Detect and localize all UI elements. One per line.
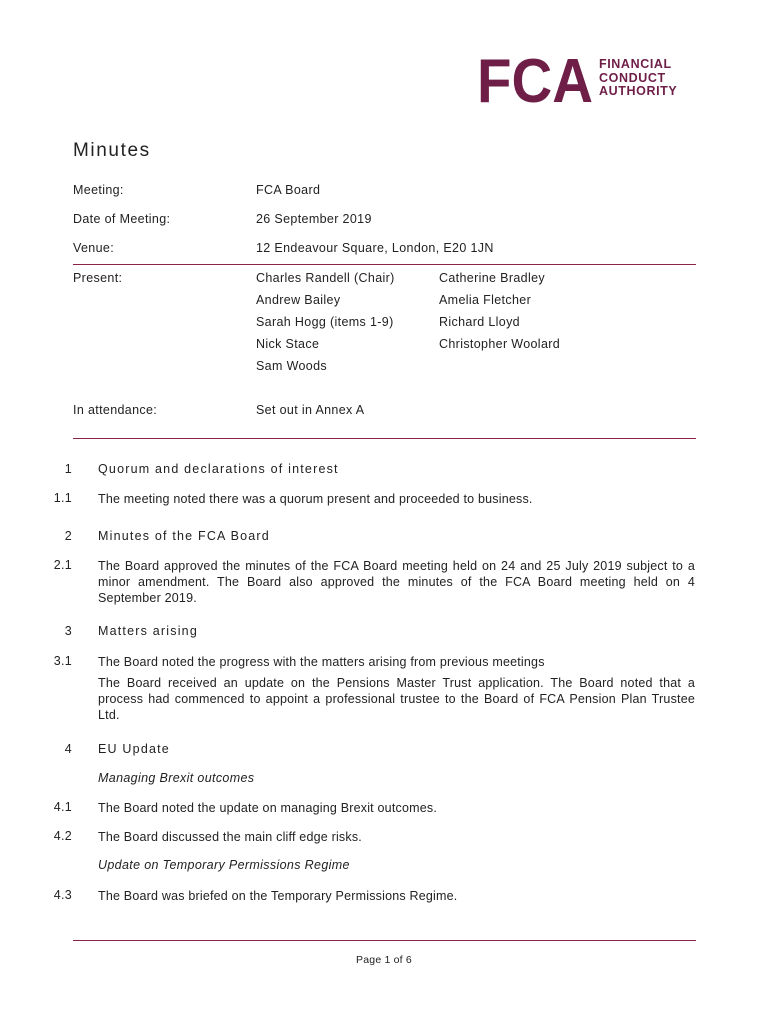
item-text: The Board discussed the main cliff edge risks. [98, 830, 362, 844]
item-text: The Board was briefed on the Temporary Permissions Regime. [98, 889, 458, 903]
fca-logo-letters: FCA [477, 47, 593, 108]
present-name: Christopher Woolard [439, 337, 561, 351]
section-title: Quorum and declarations of interest [98, 462, 339, 476]
item-text: The Board noted the update on managing Brexit outcomes. [98, 801, 437, 815]
date-label: Date of Meeting: [73, 212, 171, 226]
present-name: Richard Lloyd [439, 315, 520, 329]
section-title: Minutes of the FCA Board [98, 529, 270, 543]
venue-value: 12 Endeavour Square, London, E20 1JN [256, 241, 494, 255]
venue-label: Venue: [73, 241, 115, 255]
logo-line-2: CONDUCT [599, 70, 666, 85]
item-number: 2.1 [53, 558, 72, 572]
section-title: EU Update [98, 742, 170, 756]
divider-middle [73, 438, 696, 439]
fca-logo-mark [477, 46, 595, 108]
present-name: Amelia Fletcher [439, 293, 532, 307]
divider-footer [73, 940, 696, 941]
page-number: Page 1 of 6 [356, 954, 412, 966]
item-number: 4.2 [53, 829, 72, 843]
date-value: 26 September 2019 [256, 212, 372, 226]
subheading: Managing Brexit outcomes [98, 771, 255, 785]
present-name: Sarah Hogg (items 1-9) [256, 315, 394, 329]
item-number: 4.3 [53, 888, 72, 902]
fca-logo [477, 46, 689, 108]
present-name: Nick Stace [256, 337, 320, 351]
present-name: Charles Randell (Chair) [256, 271, 395, 285]
logo-line-1: FINANCIAL [599, 57, 672, 71]
item-text: The meeting noted there was a quorum present and proceeded to business. [98, 492, 533, 506]
item-number: 3.1 [53, 654, 72, 668]
section-number: 4 [64, 742, 72, 756]
section-number: 1 [64, 462, 72, 476]
section-number: 2 [64, 529, 72, 543]
meeting-label: Meeting: [73, 183, 124, 197]
item-number: 1.1 [53, 491, 72, 505]
fca-logo-wordmark [599, 58, 677, 99]
item-text: The Board received an update on the Pensions Master Trust application. The Board noted that a process had commenced to appoint a professional trustee to the Board of FCA Pension Plan Trustee Ltd. [98, 676, 695, 722]
item-text: The Board approved the minutes of the FCA Board meeting held on 24 and 25 July 2019 subject to a minor amendment. The Board also approved the minutes of the FCA Board meeting held on 4 September 2019. [98, 559, 695, 605]
meeting-value: FCA Board [256, 183, 321, 197]
present-label: Present: [73, 271, 123, 285]
item-text: The Board noted the progress with the matters arising from previous meetings [98, 655, 545, 669]
attendance-label: In attendance: [73, 403, 158, 417]
item-number: 4.1 [53, 800, 72, 814]
page-title: Minutes [73, 140, 151, 161]
section-title: Matters arising [98, 624, 198, 638]
present-name: Sam Woods [256, 359, 328, 373]
divider-top [73, 264, 696, 265]
section-number: 3 [64, 624, 72, 638]
present-name: Catherine Bradley [439, 271, 546, 285]
present-name: Andrew Bailey [256, 293, 341, 307]
logo-line-3: AUTHORITY [599, 84, 678, 98]
attendance-value: Set out in Annex A [256, 403, 365, 417]
subheading: Update on Temporary Permissions Regime [98, 858, 350, 872]
